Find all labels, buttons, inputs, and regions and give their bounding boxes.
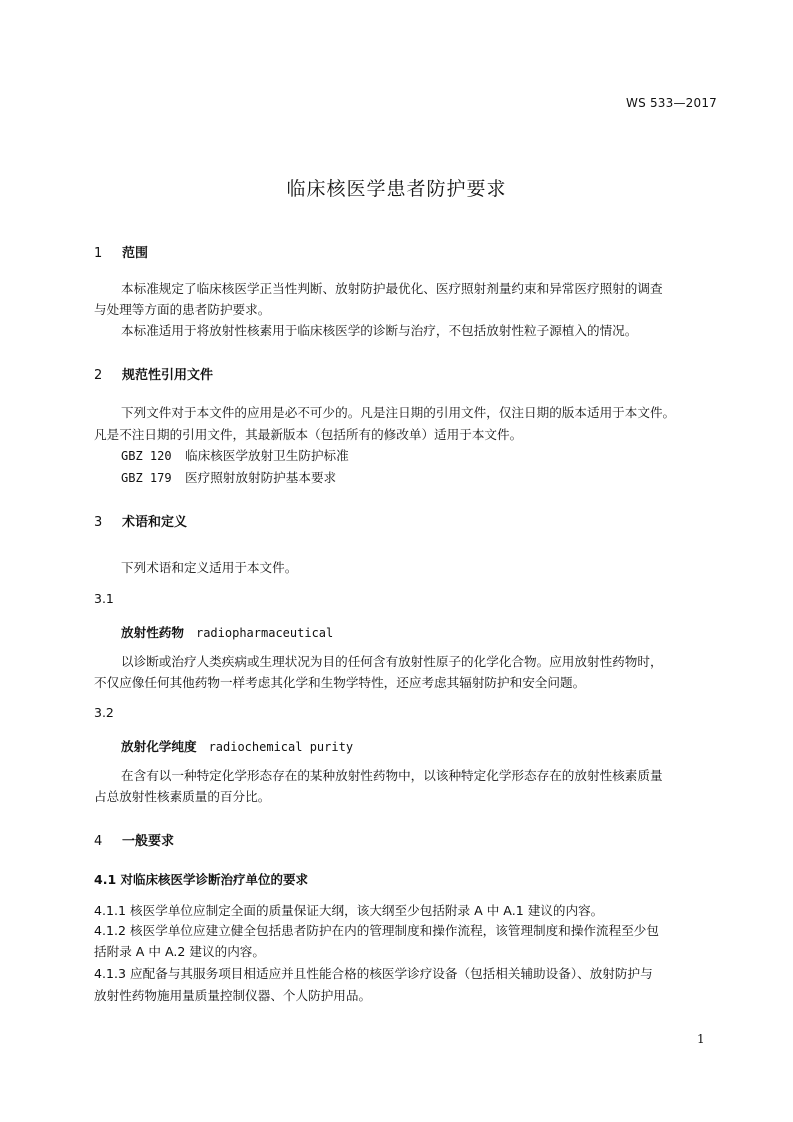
section-1-heading xyxy=(94,242,148,261)
section-number: 1 xyxy=(94,246,103,261)
section-2-heading xyxy=(94,364,213,383)
reference-title: 临床核医学放射卫生防护标准 xyxy=(185,448,349,463)
document-title: 临床核医学患者防护要求 xyxy=(286,178,507,200)
section-number: 2 xyxy=(94,368,103,383)
clause: 放射性药物施用量质量控制仪器、个人防护用品。 xyxy=(94,988,372,1003)
definition: 在含有以一种特定化学形态存在的某种放射性药物中，以该种特定化学形态存在的放射性核素质量 xyxy=(121,768,663,783)
reference-code: GBZ 179 xyxy=(121,471,172,485)
page-number: 1 xyxy=(697,1032,705,1046)
clause: 4.1.1 核医学单位应制定全面的质量保证大纲，该大纲至少包括附录 A 中 A.1 建议的内容。 xyxy=(94,903,604,918)
paragraph: 下列文件对于本文件的应用是必不可少的。凡是注日期的引用文件，仅注日期的版本适用于本文件。 xyxy=(121,405,676,420)
definition: 占总放射性核素质量的百分比。 xyxy=(94,789,271,804)
section-title: 规范性引用文件 xyxy=(122,368,214,383)
paragraph: 凡是不注日期的引用文件，其最新版本（包括所有的修改单）适用于本文件。 xyxy=(94,427,523,442)
clause: 4.1.2 核医学单位应建立健全包括患者防护在内的管理制度和操作流程，该管理制度和操作流程至少包 xyxy=(94,923,659,938)
reference-item xyxy=(121,445,349,467)
section-4-heading xyxy=(94,830,174,849)
term-zh: 放射化学纯度 xyxy=(121,739,197,754)
definition: 不仅应像任何其他药物一样考虑其化学和生物学特性，还应考虑其辐射防护和安全问题。 xyxy=(94,675,586,690)
document-code: WS 533—2017 xyxy=(626,96,717,110)
clause: 4.1.3 应配备与其服务项目相适应并且性能合格的核医学诊疗设备（包括相关辅助设备）、放射防护与 xyxy=(94,966,653,981)
section-title: 一般要求 xyxy=(122,834,175,849)
term-en: radiopharmaceutical xyxy=(195,626,334,640)
paragraph: 与处理等方面的患者防护要求。 xyxy=(94,302,271,317)
subsection-heading: 4.1 对临床核医学诊断治疗单位的要求 xyxy=(94,872,308,887)
section-3-heading xyxy=(94,511,187,530)
reference-item xyxy=(121,467,336,489)
definition: 以诊断或治疗人类疾病或生理状况为目的任何含有放射性原子的化学化合物。应用放射性药物时， xyxy=(121,654,663,669)
term-heading xyxy=(121,622,333,641)
section-number: 3 xyxy=(94,515,103,530)
section-number: 4 xyxy=(94,834,103,849)
term-number: 3.2 xyxy=(94,705,114,720)
section-title: 术语和定义 xyxy=(122,515,188,530)
term-number: 3.1 xyxy=(94,591,114,606)
paragraph: 下列术语和定义适用于本文件。 xyxy=(121,560,298,575)
reference-title: 医疗照射放射防护基本要求 xyxy=(185,470,337,485)
reference-code: GBZ 120 xyxy=(121,449,172,463)
paragraph: 本标准规定了临床核医学正当性判断、放射防护最优化、医疗照射剂量约束和异常医疗照射的调查 xyxy=(121,281,663,296)
paragraph: 本标准适用于将放射性核素用于临床核医学的诊断与治疗，不包括放射性粒子源植入的情况。 xyxy=(121,323,638,338)
term-en: radiochemical purity xyxy=(208,740,354,754)
clause: 括附录 A 中 A.2 建议的内容。 xyxy=(94,944,265,959)
section-title: 范围 xyxy=(122,246,149,261)
term-zh: 放射性药物 xyxy=(121,625,184,640)
term-heading xyxy=(121,736,353,755)
